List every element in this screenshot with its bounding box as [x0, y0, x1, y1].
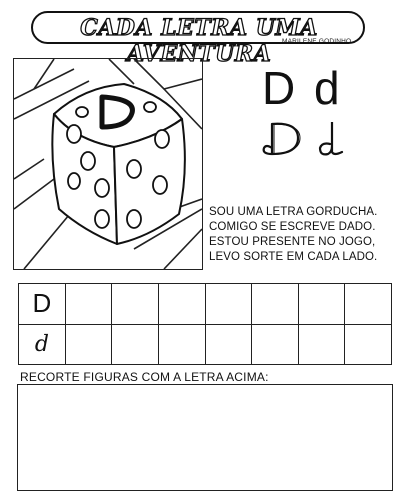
cutout-area[interactable]: [17, 384, 393, 491]
grid-cell[interactable]: [252, 324, 299, 365]
grid-row-upper: [19, 284, 392, 325]
author-credit: MARILENE GODINHO: [282, 38, 352, 45]
dice-drawing: [14, 59, 202, 269]
grid-cell[interactable]: [298, 324, 345, 365]
grid-cell[interactable]: [298, 284, 345, 325]
grid-cell-example-lower: d: [19, 324, 66, 365]
letter-upper-print: D: [262, 62, 296, 114]
poem-line: COMIGO SE ESCREVE DADO.: [209, 221, 376, 233]
cursive-lower-d-glyph: [312, 118, 346, 160]
grid-cell[interactable]: [158, 324, 205, 365]
letter-lower-print: d: [314, 62, 340, 114]
grid-cell[interactable]: [158, 284, 205, 325]
cursive-upper-d-glyph: [258, 118, 308, 160]
grid-cell[interactable]: [112, 324, 159, 365]
grid-cell[interactable]: [345, 284, 392, 325]
letter-lower-cursive: [312, 118, 346, 165]
grid-cell[interactable]: [205, 324, 252, 365]
page-title: CADA LETRA UMA AVENTURA: [80, 15, 318, 67]
grid-row-lower: [19, 324, 392, 365]
grid-cell[interactable]: [112, 284, 159, 325]
grid-cell[interactable]: [252, 284, 299, 325]
poem-line: ESTOU PRESENTE NO JOGO,: [209, 236, 376, 248]
grid-cell[interactable]: [65, 324, 112, 365]
letter-upper-cursive: [258, 118, 308, 165]
dice-illustration: [13, 58, 203, 270]
practice-grid: [18, 283, 392, 365]
poem-line: SOU UMA LETRA GORDUCHA.: [209, 206, 378, 218]
grid-cell-example-upper: D: [19, 284, 66, 325]
grid-cell[interactable]: [65, 284, 112, 325]
grid-cell[interactable]: [345, 324, 392, 365]
poem: [209, 205, 377, 265]
activity-instruction: RECORTE FIGURAS COM A LETRA ACIMA:: [20, 370, 269, 384]
poem-line: LEVO SORTE EM CADA LADO.: [209, 251, 378, 263]
grid-cell[interactable]: [205, 284, 252, 325]
